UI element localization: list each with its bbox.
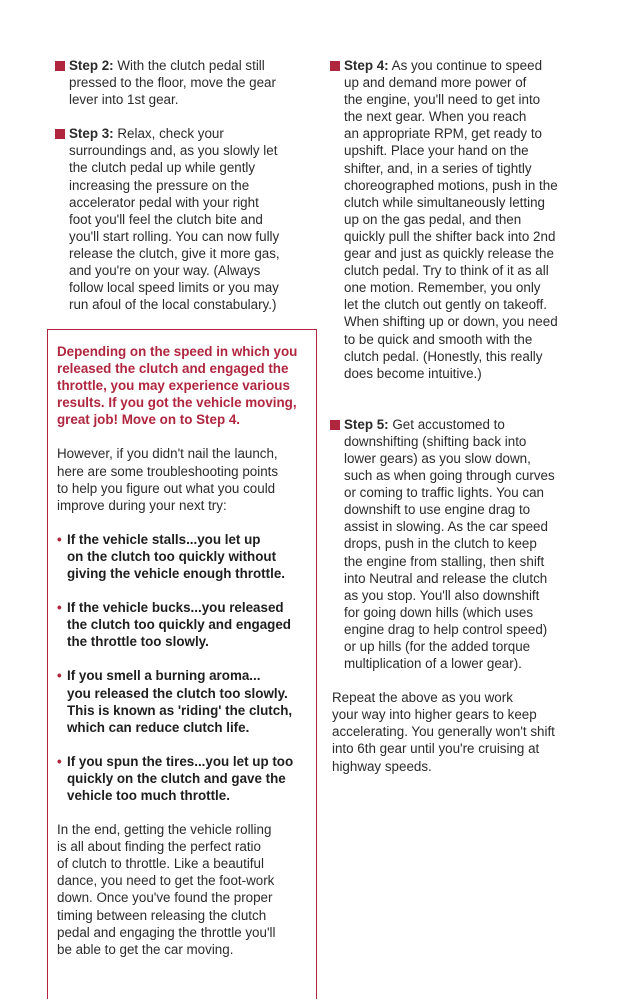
step-5 [332,416,602,672]
step-4-text: Step 4: As you continue to speed up and demand more power of the engine, you'll need to get into the next gear. When you reach an appropriate RPM, get ready to upshift. Place your hand on the shifter, and, in a series of tightly choreographed motions, push in the clutch while simultaneously letting up on the gas pedal, and then quickly pull the shifter back into 2nd gear and just as quickly release the clutch pedal. Try to think of it as all one motion. Remember, you only let the clutch out gently on takeoff. When shifting up or down, you need to be quick and smooth with the clutch pedal. (Honestly, this really does become intuitive.) [344,58,558,381]
right-column [332,57,602,775]
square-bullet-icon [55,61,65,71]
bullet-dot-icon: • [57,531,62,547]
step-4-label: Step 4: [344,58,389,73]
step-3-text: Step 3: Relax, check your surroundings and, as you slowly let the clutch pedal up while gently increasing the pressure on the accelerator pedal with your right foot you'll feel the clutch bite and you'll start rolling. You can now fully release the clutch, give it more gas, and you're on your way. (Always follow local speed limits or you may run afoul of the local constabulary.) [69,126,280,313]
square-bullet-icon [330,61,340,71]
left-column [57,57,317,313]
tip-item-bucks: • If the vehicle bucks...you released the clutch too quickly and engaged the throttle too slowly. [57,600,291,650]
step-5-label: Step 5: [344,416,389,432]
tip-item-burning-aroma: • If you smell a burning aroma... you released the clutch too slowly. This is known as 'riding' the clutch, which can reduce clutch life. [57,668,293,735]
bullet-dot-icon: • [57,668,62,684]
bullet-dot-icon: • [57,753,62,769]
square-bullet-icon [55,129,65,139]
tip-closing: In the end, getting the vehicle rolling is all about finding the perfect ratio of clutch to throttle. Like a beautiful dance, you need to get the foot-work down. Once you've found the proper timing between releasing the clutch pedal and engaging the throttle you'll be able to get the car moving. [57,822,276,957]
tip-item-spun-tires: • If you spun the tires...you let up too quickly on the clutch and gave the vehicle too much throttle. [57,753,294,803]
step-5-text: Step 5: Get accustomed to downshifting (shifting back into lower gears) as you slow down, such as when going through curves or coming to traffic lights. You can downshift to use engine drag to assist in slowing. As the car speed drops, push in the clutch to keep the engine from stalling, then shift into Neutral and release the clutch as you stop. You'll also downshift for going down hills (which uses engine drag to help control speed) or up hills (for the added torque multiplication of a lower gear). [344,416,555,672]
tip-troubleshoot-intro: However, if you didn't nail the launch, here are some troubleshooting points to help you figure out what you could improve during your next try: [57,446,279,513]
bullet-dot-icon: • [57,600,62,616]
step-2-label: Step 2: [69,58,114,73]
tip-item-stalls: • If the vehicle stalls...you let up on the clutch too quickly without giving the vehicle enough throttle. [57,531,285,582]
tip-intro: Depending on the speed in which you released the clutch and engaged the throttle, you may experience various results. If you got the vehicle moving, great job! Move on to Step 4. [57,344,298,428]
step-4 [332,57,602,382]
step-2 [57,57,317,108]
step-3 [57,125,317,313]
troubleshooting-content [57,343,312,958]
closing-paragraph: Repeat the above as you work your way into higher gears to keep accelerating. You generally won't shift into 6th gear until you're cruising at highway speeds. [332,690,555,774]
step-2-text: Step 2: With the clutch pedal still pressed to the floor, move the gear lever into 1st gear. [69,58,276,108]
step-3-label: Step 3: [69,126,114,142]
square-bullet-icon [330,420,340,430]
